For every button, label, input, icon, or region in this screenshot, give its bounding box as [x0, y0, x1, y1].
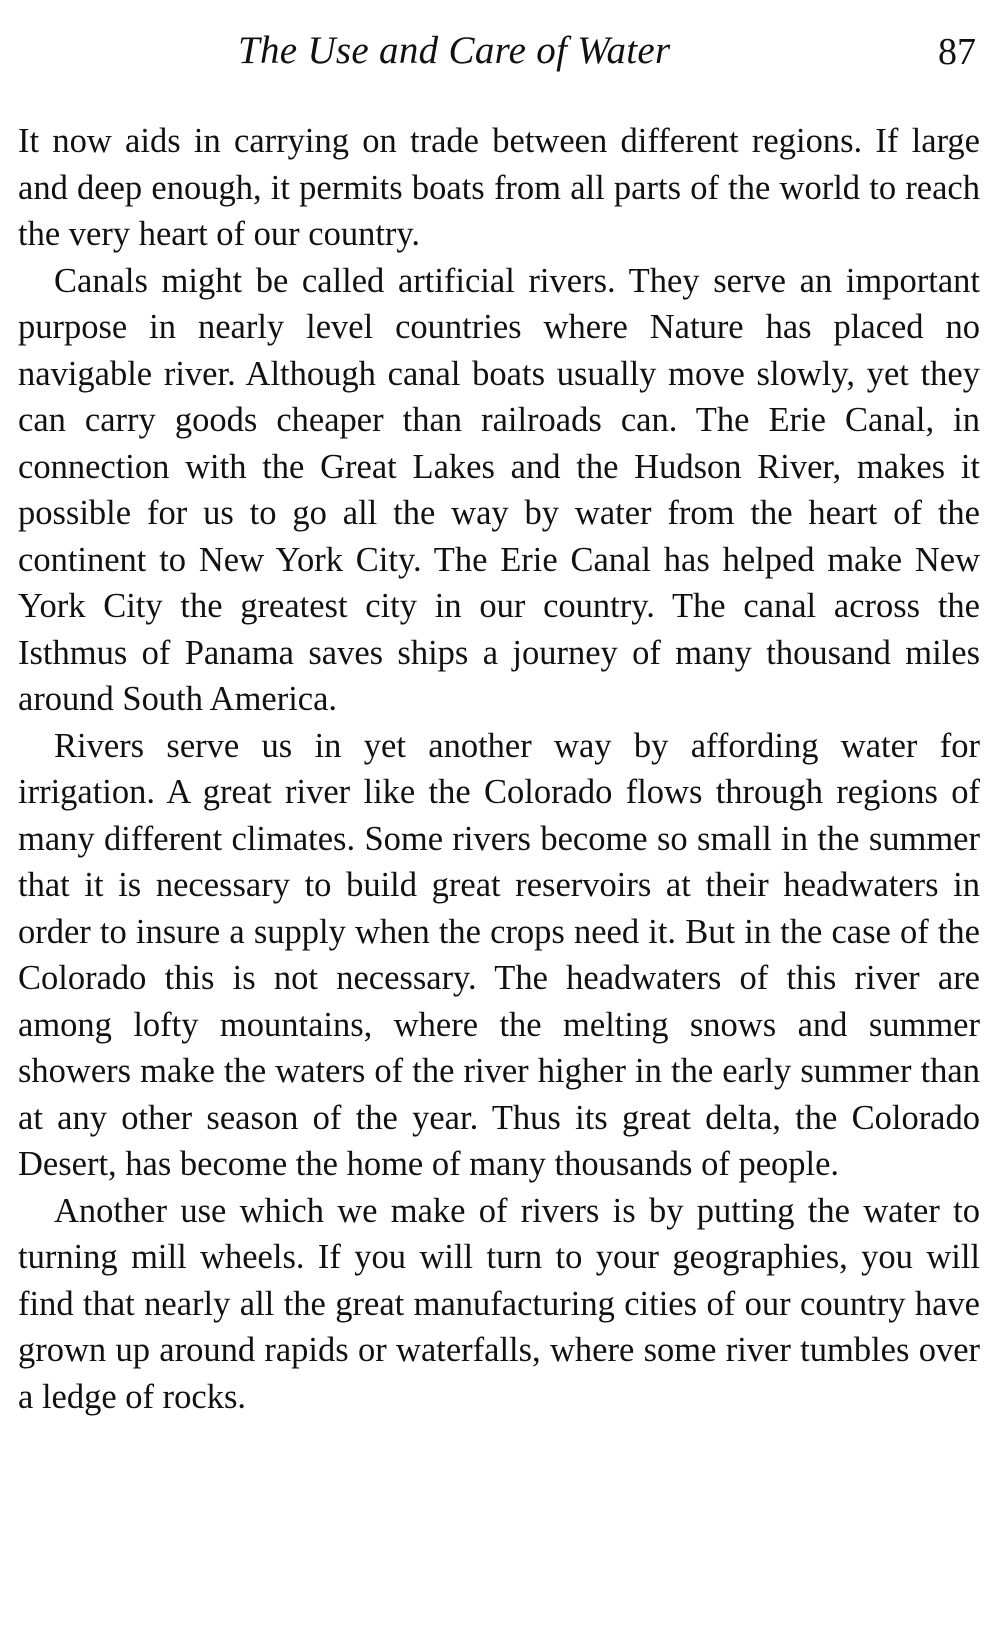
- paragraph-trade: It now aids in carrying on trade between different regions. If large and deep enough, it permits boats from all parts of the world to reach the very heart of our country.: [18, 122, 980, 253]
- running-title: The Use and Care of Water: [238, 29, 671, 72]
- page-header: [0, 28, 1000, 88]
- paragraph-mill-wheels: Another use which we make of rivers is by putting the water to turning mill wheels. If you will turn to your geographies, you will find that nearly all the great manufacturing cities of our country have grown up around rapids or waterfalls, where some river tumbles over a ledge of rocks.: [18, 1191, 980, 1416]
- paragraph-irrigation: Rivers serve us in yet another way by affording water for irrigation. A great river like the Colorado flows through regions of many different climates. Some rivers become so small in the summer that it is necessary to build great reservoirs at their headwaters in order to insure a supply when the crops need it. But in the case of the Colorado this is not necessary. The headwaters of this river are among lofty mountains, where the melting snows and summer showers make the waters of the river higher in the early summer than at any other season of the year. Thus its great delta, the Colorado Desert, has become the home of many thousands of people.: [18, 726, 980, 1183]
- paragraph-canals: Canals might be called artificial rivers. They serve an important purpose in nearly level countries where Nature has placed no navigable river. Although canal boats usually move slowly, yet they can carry goods cheaper than railroads can. The Erie Canal, in connection with the Great Lakes and the Hudson River, makes it possible for us to go all the way by water from the heart of the continent to New York City. The Erie Canal has helped make New York City the greatest city in our country. The canal across the Isthmus of Panama saves ships a journey of many thousand miles around South America.: [18, 261, 980, 718]
- body-text: [18, 118, 980, 1420]
- page-number: 87: [938, 31, 976, 73]
